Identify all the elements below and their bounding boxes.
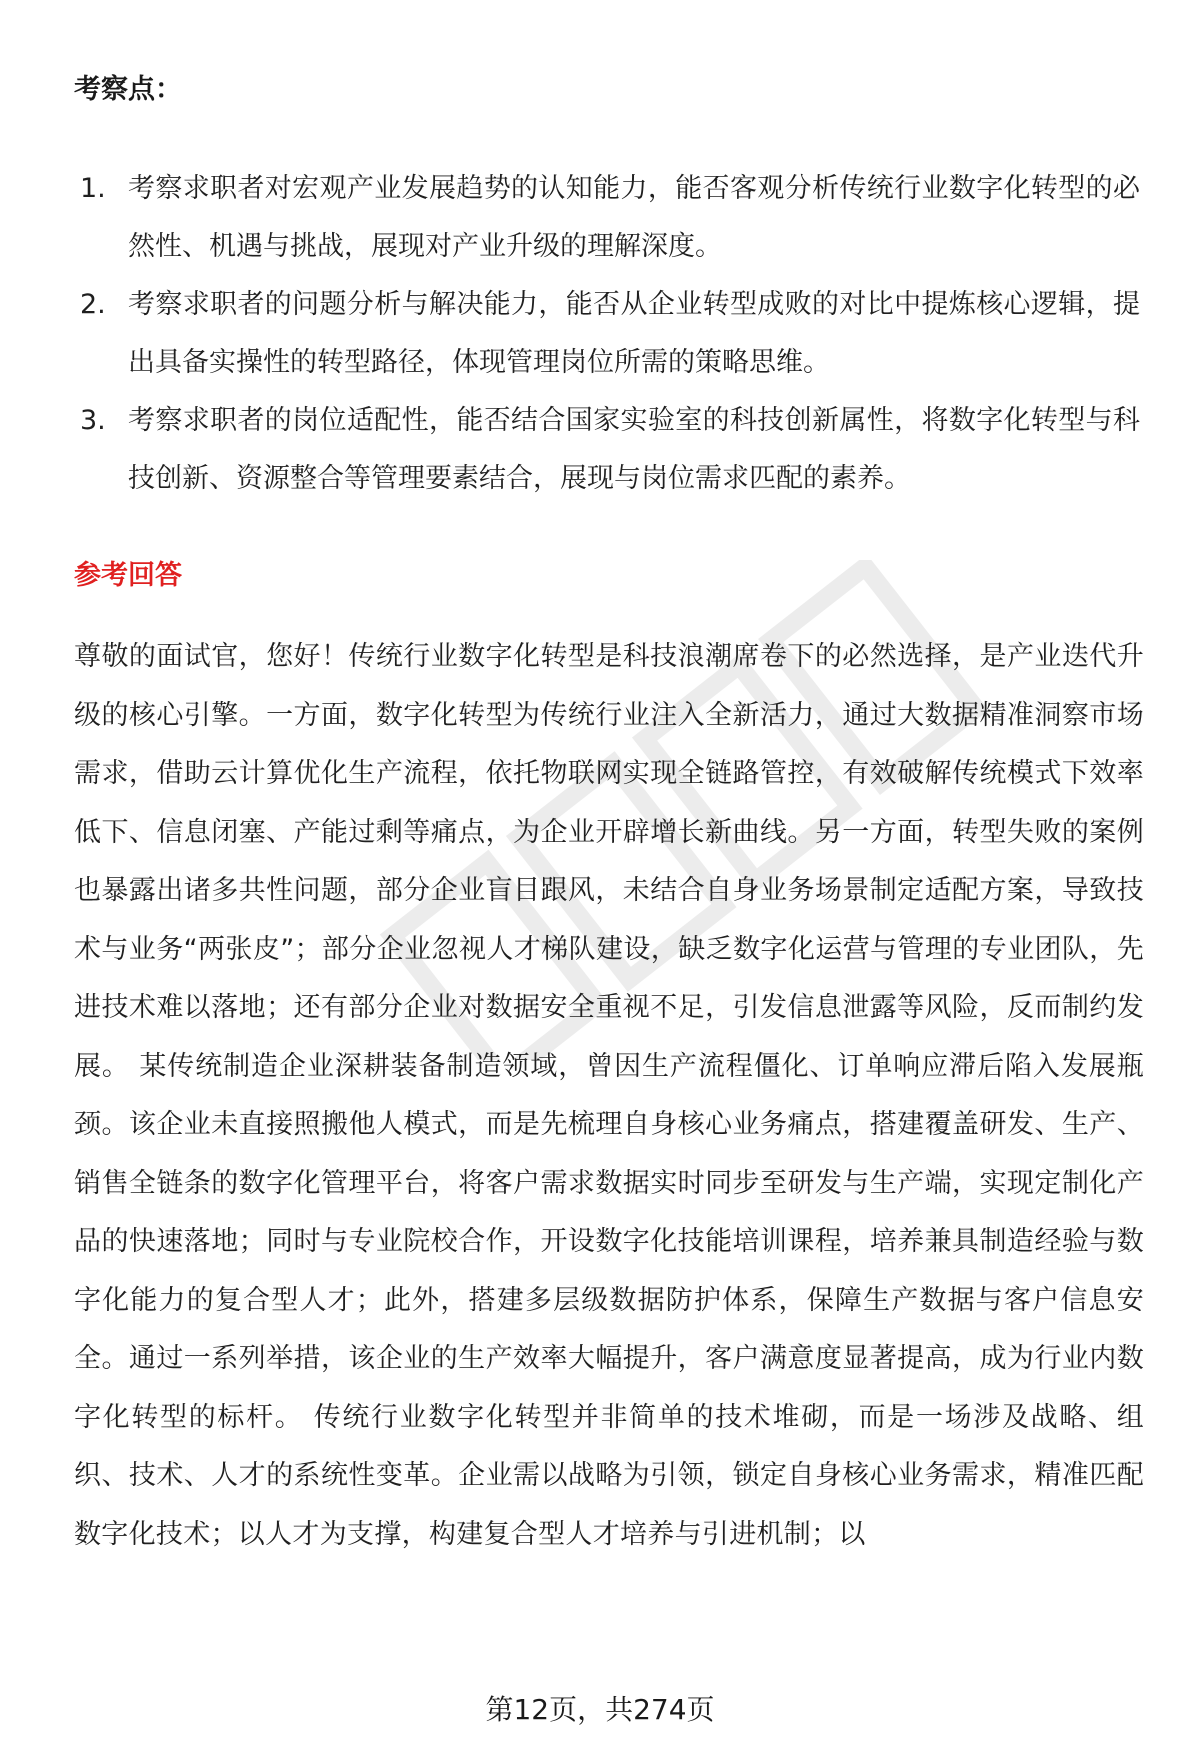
- list-item: [80, 392, 1140, 508]
- exam-points-list: [80, 160, 1140, 508]
- list-item-text: 考察求职者的问题分析与解决能力，能否从企业转型成败的对比中提炼核心逻辑，提出具备实操性的转型路径，体现管理岗位所需的策略思维。: [128, 289, 1140, 378]
- list-item-text: 考察求职者对宏观产业发展趋势的认知能力，能否客观分析传统行业数字化转型的必然性、机遇与挑战，展现对产业升级的理解深度。: [128, 173, 1140, 262]
- list-item-number: 1.: [80, 173, 106, 204]
- list-item-text: 考察求职者的岗位适配性，能否结合国家实验室的科技创新属性，将数字化转型与科技创新、资源整合等管理要素结合，展现与岗位需求匹配的素养。: [128, 405, 1140, 494]
- reference-answer-body: 尊敬的面试官，您好！传统行业数字化转型是科技浪潮席卷下的必然选择，是产业迭代升级的核心引擎。一方面，数字化转型为传统行业注入全新活力，通过大数据精准洞察市场需求，借助云计算优化生产流程，依托物联网实现全链路管控，有效破解传统模式下效率低下、信息闭塞、产能过剩等痛点，为企业开辟增长新曲线。另一方面，转型失败的案例也暴露出诸多共性问题，部分企业盲目跟风，未结合自身业务场景制定适配方案，导致技术与业务“两张皮”；部分企业忽视人才梯队建设，缺乏数字化运营与管理的专业团队，先进技术难以落地；还有部分企业对数据安全重视不足，引发信息泄露等风险，反而制约发展。 某传统制造企业深耕装备制造领域，曾因生产流程僵化、订单响应滞后陷入发展瓶颈。该企业未直接照搬他人模式，而是先梳理自身核心业务痛点，搭建覆盖研发、生产、销售全链条的数字化管理平台，将客户需求数据实时同步至研发与生产端，实现定制化产品的快速落地；同时与专业院校合作，开设数字化技能培训课程，培养兼具制造经验与数字化能力的复合型人才；此外，搭建多层级数据防护体系，保障生产数据与客户信息安全。通过一系列举措，该企业的生产效率大幅提升，客户满意度显著提高，成为行业内数字化转型的标杆。 传统行业数字化转型并非简单的技术堆砌，而是一场涉及战略、组织、技术、人才的系统性变革。企业需以战略为引领，锁定自身核心业务需求，精准匹配数字化技术；以人才为支撑，构建复合型人才培养与引进机制；以: [74, 641, 1144, 1550]
- reference-answer-title: 参考回答: [74, 560, 182, 591]
- list-item: [80, 276, 1140, 392]
- page-number: 第12页，共274页: [485, 1693, 715, 1726]
- exam-points-title: 考察点：: [74, 74, 182, 105]
- list-item-number: 2.: [80, 289, 106, 320]
- list-item: [80, 160, 1140, 276]
- list-item-number: 3.: [80, 405, 106, 436]
